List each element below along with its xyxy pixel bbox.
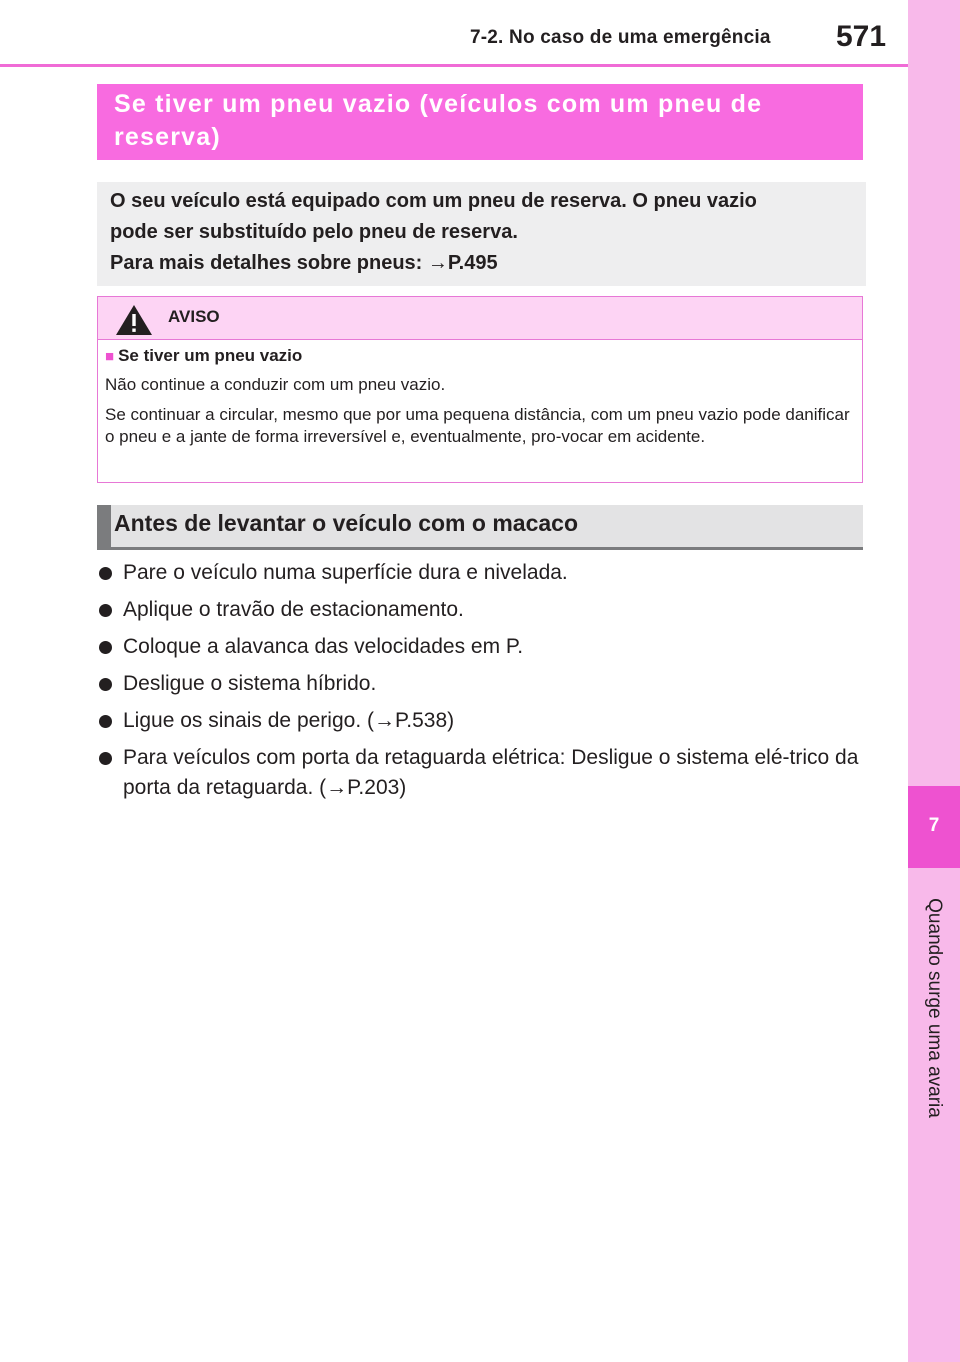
bullet-dot-icon bbox=[99, 678, 112, 691]
section-banner bbox=[97, 84, 863, 160]
list-item bbox=[97, 669, 867, 699]
square-bullet-icon: ■ bbox=[105, 348, 115, 365]
warning-triangle-icon bbox=[115, 304, 153, 336]
warning-text: Se continuar a circular, mesmo que por uma pequena distância, com um pneu vazio pode danificar o pneu e a jante de forma irreversível e, eventualmente, pro-vocar em acidente. bbox=[105, 405, 850, 446]
list-item bbox=[97, 595, 867, 625]
list-item-text: Desligue o sistema híbrido. bbox=[123, 672, 377, 695]
warning-subtitle: Se tiver um pneu vazio bbox=[118, 346, 303, 365]
bullet-dot-icon bbox=[99, 641, 112, 654]
list-item bbox=[97, 558, 867, 588]
intro-reference: Para mais detalhes sobre pneus: →P.495 bbox=[110, 252, 498, 274]
bullet-dot-icon bbox=[99, 604, 112, 617]
intro-line: pode ser substituído pelo pneu de reserva. bbox=[110, 221, 518, 243]
bullet-dot-icon bbox=[99, 752, 112, 765]
warning-text: Não continue a conduzir com um pneu vazio. bbox=[105, 375, 446, 394]
list-item-text: Coloque a alavanca das velocidades em P. bbox=[123, 635, 524, 658]
list-item-text: Ligue os sinais de perigo. (→P.538) bbox=[123, 709, 455, 732]
list-item bbox=[97, 632, 867, 662]
list-item-text: Pare o veículo numa superfície dura e nivelada. bbox=[123, 561, 568, 584]
chapter-title-vertical: Quando surge uma avaria bbox=[924, 898, 945, 1118]
warning-header bbox=[98, 297, 862, 340]
bullet-dot-icon bbox=[99, 567, 112, 580]
page-number: 571 bbox=[836, 20, 887, 53]
warning-title: AVISO bbox=[168, 307, 220, 326]
list-item-text: Aplique o travão de estacionamento. bbox=[123, 598, 464, 621]
bullet-dot-icon bbox=[99, 715, 112, 728]
intro-line: O seu veículo está equipado com um pneu de reserva. O pneu vazio bbox=[110, 190, 757, 212]
subsection-title: Antes de levantar o veículo com o macaco bbox=[114, 510, 578, 536]
chapter-number: 7 bbox=[928, 815, 940, 836]
chapter-side-tab bbox=[908, 0, 960, 1362]
chapter-number-tab bbox=[908, 786, 960, 868]
warning-box bbox=[97, 296, 863, 483]
list-item-text: Para veículos com porta da retaguarda elétrica: Desligue o sistema elé-trico da porta da retaguarda. (→P.203) bbox=[123, 746, 859, 799]
list-item bbox=[97, 706, 867, 736]
list-item bbox=[97, 743, 867, 803]
header-section-title: 7-2. No caso de uma emergência bbox=[470, 27, 771, 48]
intro-box bbox=[97, 182, 866, 286]
section-title: Se tiver um pneu vazio (veículos com um pneu de reserva) bbox=[114, 90, 763, 151]
header-divider bbox=[0, 64, 908, 67]
subsection-banner bbox=[97, 505, 863, 550]
steps-list bbox=[97, 558, 867, 810]
